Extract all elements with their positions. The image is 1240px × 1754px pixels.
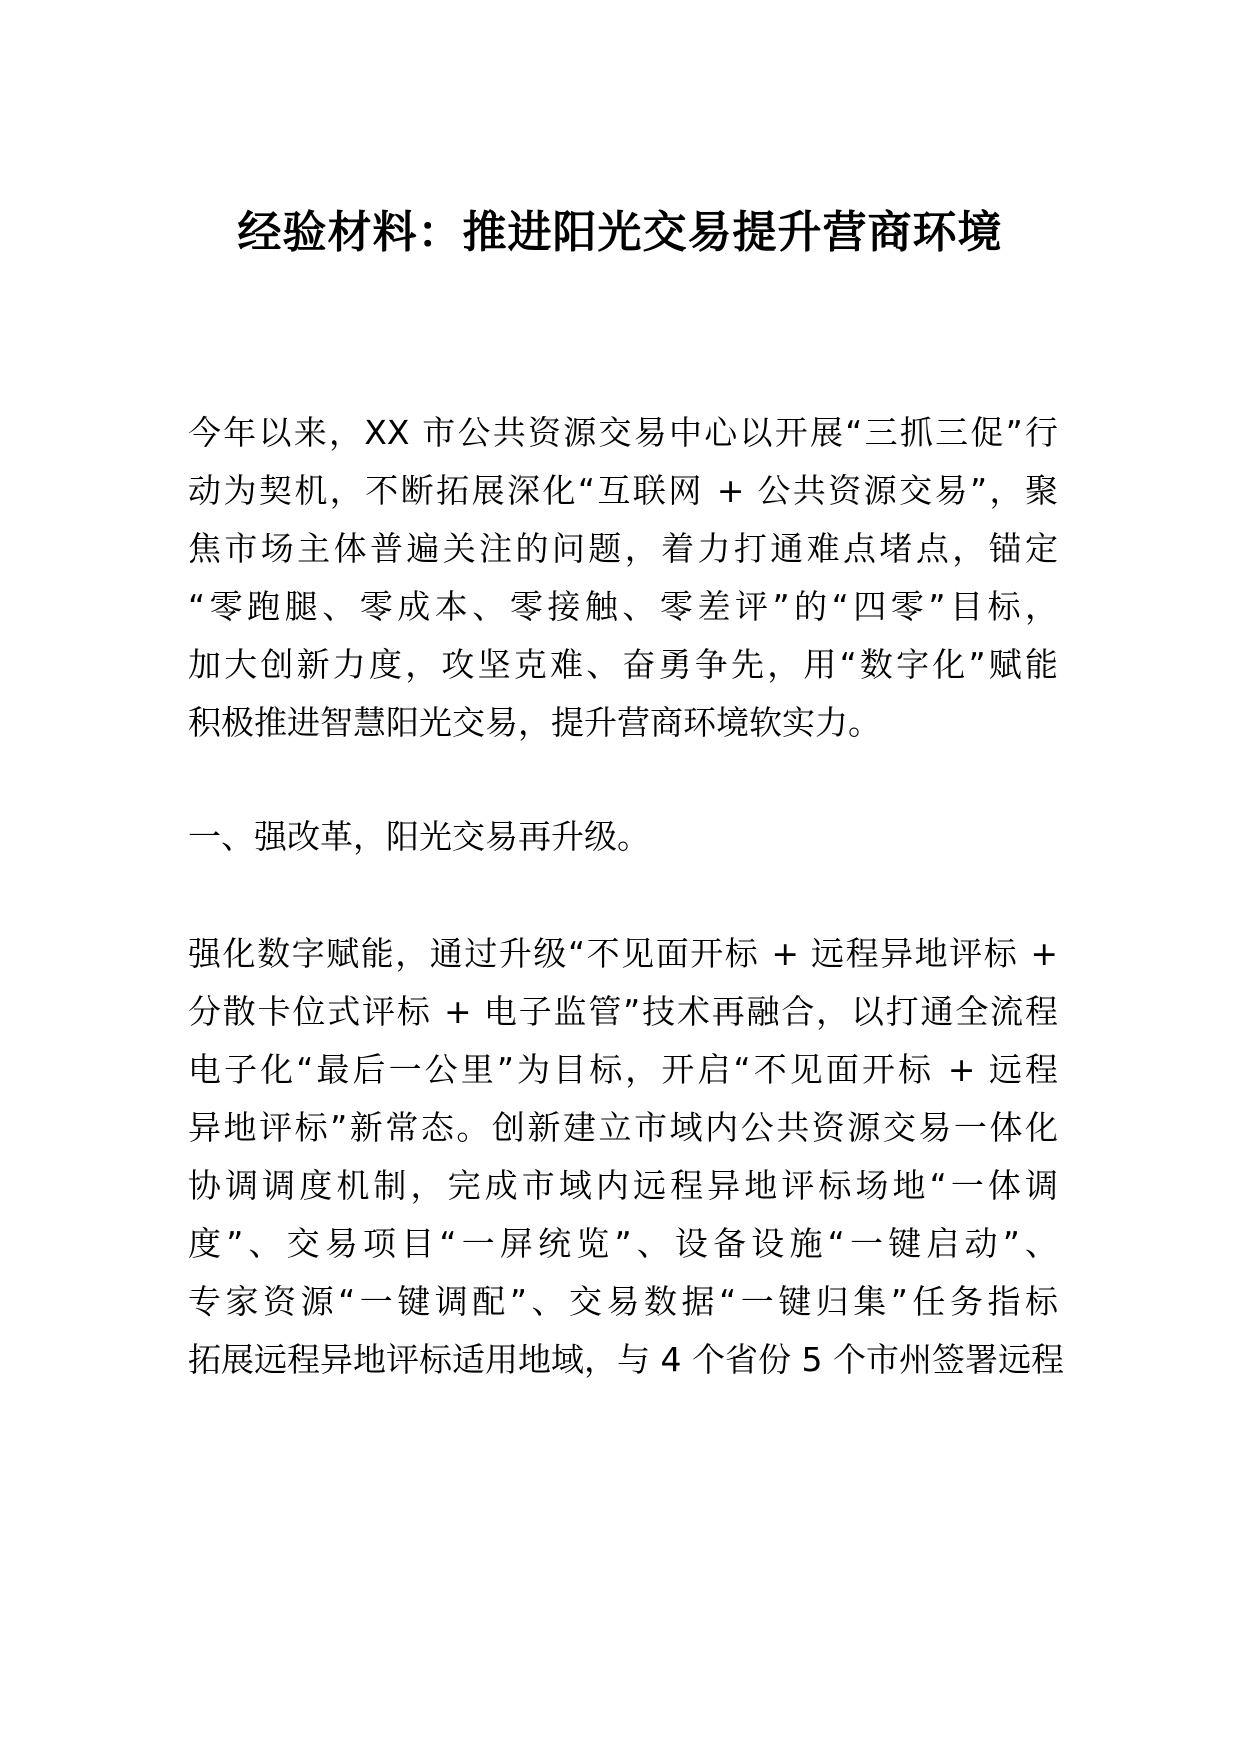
section-1-line-4: 异地评标”新常态。创新建立市域内公共资源交易一体化 <box>188 1108 1058 1147</box>
section-1-line-3: 电子化“最后一公里”为目标，开启“不见面开标 + 远程 <box>188 1050 1058 1089</box>
section-1-line-5: 协调调度机制，完成市域内远程异地评标场地“一体调 <box>188 1166 1058 1205</box>
intro-line-4: “零跑腿、零成本、零接触、零差评”的“四零”目标， <box>188 587 1058 626</box>
section-1-line-6: 度”、交易项目“一屏统览”、设备设施“一键启动”、 <box>188 1224 1058 1263</box>
section-1-heading: 一、强改革，阳光交易再升级。 <box>188 817 650 856</box>
intro-line-2: 动为契机，不断拓展深化“互联网 + 公共资源交易”，聚 <box>188 471 1058 510</box>
intro-line-3: 焦市场主体普遍关注的问题，着力打通难点堵点，锚定 <box>188 529 1058 568</box>
section-1-line-7: 专家资源“一键调配”、交易数据“一键归集”任务指标 <box>188 1282 1058 1321</box>
section-1-line-8: 拓展远程异地评标适用地域，与 4 个省份 5 个市州签署远程 <box>188 1340 1064 1379</box>
intro-line-5: 加大创新力度，攻坚克难、奋勇争先，用“数字化”赋能 <box>188 645 1058 684</box>
section-1-line-1: 强化数字赋能，通过升级“不见面开标 + 远程异地评标 + <box>188 934 1058 973</box>
document-title: 经验材料：推进阳光交易提升营商环境 <box>237 207 1003 258</box>
intro-line-1: 今年以来，XX 市公共资源交易中心以开展“三抓三促”行 <box>188 413 1058 452</box>
section-1-line-2: 分散卡位式评标 + 电子监管”技术再融合，以打通全流程 <box>188 992 1058 1031</box>
intro-line-6: 积极推进智慧阳光交易，提升营商环境软实力。 <box>188 703 881 742</box>
